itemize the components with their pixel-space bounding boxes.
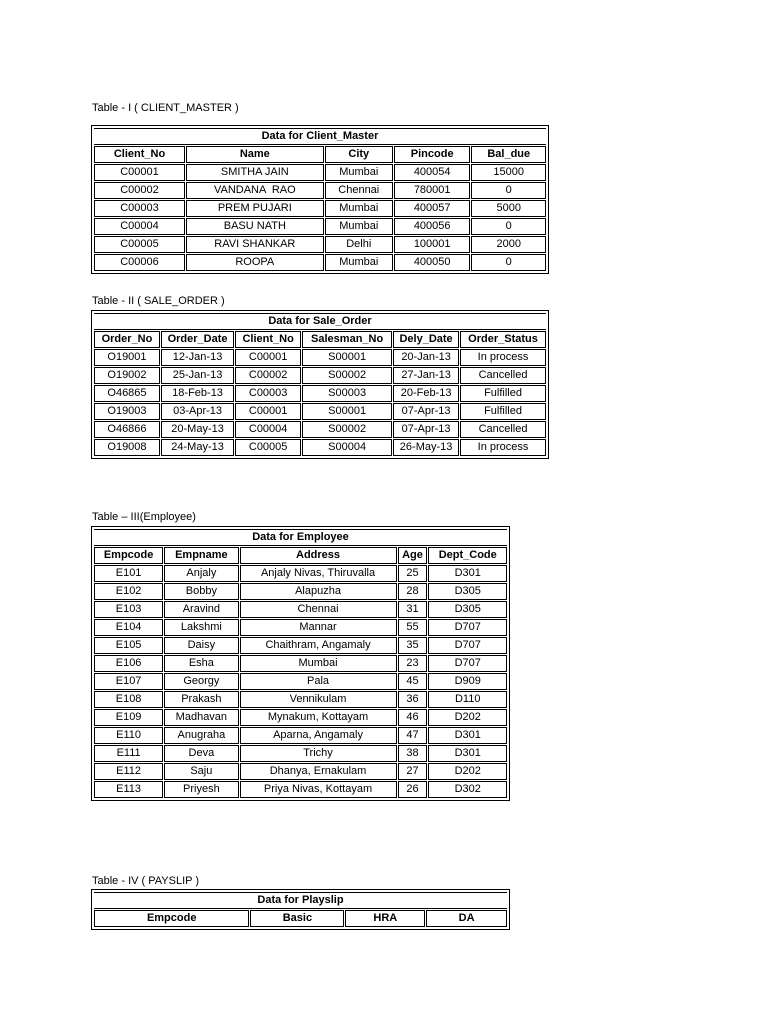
table-4-caption: Table - IV ( PAYSLIP ) (92, 875, 199, 887)
table-cell: 780001 (394, 182, 471, 199)
table-row (94, 218, 546, 235)
table-cell: 35 (398, 637, 428, 654)
table-cell: C00005 (94, 236, 185, 253)
table-cell: C00005 (235, 439, 301, 456)
table-cell: Mannar (240, 619, 397, 636)
table-cell: SMITHA JAIN (186, 164, 324, 181)
table-cell: D202 (428, 709, 507, 726)
table-cell: In process (460, 349, 546, 366)
table-cell: D707 (428, 619, 507, 636)
client-master-title: Data for Client_Master (94, 128, 546, 145)
table-row (94, 709, 507, 726)
table-cell: In process (460, 439, 546, 456)
table-row (94, 673, 507, 690)
table-cell: Daisy (164, 637, 238, 654)
table-cell: Mumbai (240, 655, 397, 672)
table-cell: Vennikulam (240, 691, 397, 708)
table-cell: S00004 (302, 439, 392, 456)
column-header: Salesman_No (302, 331, 392, 348)
table-cell: 36 (398, 691, 428, 708)
table-row (94, 565, 507, 582)
table-cell: E113 (94, 781, 163, 798)
table-row (94, 236, 546, 253)
table-row (94, 200, 546, 217)
table-row (94, 367, 546, 384)
table-row (94, 655, 507, 672)
table-row (94, 763, 507, 780)
header-row (94, 331, 546, 348)
employee-table (91, 526, 510, 801)
table-cell: 20-Jan-13 (393, 349, 459, 366)
client-master-table (91, 125, 549, 274)
table-row (94, 254, 546, 271)
table-cell: Alapuzha (240, 583, 397, 600)
table-cell: 23 (398, 655, 428, 672)
sale-order-table (91, 310, 549, 459)
table-cell: 38 (398, 745, 428, 762)
table-cell: D110 (428, 691, 507, 708)
table-row (94, 745, 507, 762)
table-cell: 03-Apr-13 (161, 403, 234, 420)
table-cell: Esha (164, 655, 238, 672)
table-cell: Madhavan (164, 709, 238, 726)
table-cell: E112 (94, 763, 163, 780)
table-cell: Chennai (325, 182, 393, 199)
table-1-caption: Table - I ( CLIENT_MASTER ) (92, 102, 239, 114)
table-cell: 07-Apr-13 (393, 403, 459, 420)
table-row (94, 403, 546, 420)
table-cell: Pala (240, 673, 397, 690)
column-header: Order_Date (161, 331, 234, 348)
table-row (94, 349, 546, 366)
table-cell: 100001 (394, 236, 471, 253)
table-cell: 27 (398, 763, 428, 780)
table-cell: C00004 (94, 218, 185, 235)
table-cell: 12-Jan-13 (161, 349, 234, 366)
table-cell: 07-Apr-13 (393, 421, 459, 438)
table-cell: O19001 (94, 349, 160, 366)
table-cell: 25-Jan-13 (161, 367, 234, 384)
table-cell: 15000 (471, 164, 546, 181)
table-cell: C00003 (235, 385, 301, 402)
table-cell: C00003 (94, 200, 185, 217)
table-cell: 400056 (394, 218, 471, 235)
table-cell: E105 (94, 637, 163, 654)
table-cell: Fulfilled (460, 385, 546, 402)
table-cell: C00006 (94, 254, 185, 271)
header-row (94, 547, 507, 564)
table-row (94, 691, 507, 708)
table-cell: Fulfilled (460, 403, 546, 420)
column-header: Empname (164, 547, 238, 564)
table-cell: 46 (398, 709, 428, 726)
table-cell: ROOPA (186, 254, 324, 271)
table-cell: C00001 (235, 349, 301, 366)
sale-order-title: Data for Sale_Order (94, 313, 546, 330)
employee-title: Data for Employee (94, 529, 507, 546)
table-3-caption: Table – III(Employee) (92, 511, 196, 523)
column-header: Age (398, 547, 428, 564)
table-cell: Georgy (164, 673, 238, 690)
table-cell: 25 (398, 565, 428, 582)
table-cell: Cancelled (460, 421, 546, 438)
table-cell: E102 (94, 583, 163, 600)
table-2-caption: Table - II ( SALE_ORDER ) (92, 295, 225, 307)
column-header: Bal_due (471, 146, 546, 163)
table-cell: E101 (94, 565, 163, 582)
table-cell: Aravind (164, 601, 238, 618)
table-row (94, 182, 546, 199)
table-cell: S00002 (302, 367, 392, 384)
table-cell: Bobby (164, 583, 238, 600)
table-cell: 0 (471, 254, 546, 271)
table-cell: 55 (398, 619, 428, 636)
table-cell: Lakshmi (164, 619, 238, 636)
table-cell: Anjaly (164, 565, 238, 582)
table-cell: O19002 (94, 367, 160, 384)
table-cell: S00001 (302, 349, 392, 366)
table-cell: Mumbai (325, 200, 393, 217)
table-cell: E111 (94, 745, 163, 762)
table-cell: Priyesh (164, 781, 238, 798)
table-cell: D301 (428, 745, 507, 762)
table-cell: C00004 (235, 421, 301, 438)
table-cell: D909 (428, 673, 507, 690)
column-header: Order_No (94, 331, 160, 348)
column-header: City (325, 146, 393, 163)
table-cell: 20-Feb-13 (393, 385, 459, 402)
column-header: Empcode (94, 910, 249, 927)
table-cell: O19003 (94, 403, 160, 420)
table-cell: Chaithram, Angamaly (240, 637, 397, 654)
table-row (94, 439, 546, 456)
table-cell: Priya Nivas, Kottayam (240, 781, 397, 798)
table-cell: 45 (398, 673, 428, 690)
table-cell: O19008 (94, 439, 160, 456)
table-cell: 400054 (394, 164, 471, 181)
table-row (94, 637, 507, 654)
table-row (94, 781, 507, 798)
column-header: Address (240, 547, 397, 564)
table-cell: 27-Jan-13 (393, 367, 459, 384)
table-row (94, 601, 507, 618)
column-header: Basic (250, 910, 344, 927)
column-header: DA (426, 910, 507, 927)
table-cell: S00001 (302, 403, 392, 420)
column-header: Name (186, 146, 324, 163)
table-cell: 0 (471, 218, 546, 235)
table-cell: 0 (471, 182, 546, 199)
table-cell: Aparna, Angamaly (240, 727, 397, 744)
table-cell: Mumbai (325, 218, 393, 235)
table-cell: E107 (94, 673, 163, 690)
table-cell: D302 (428, 781, 507, 798)
table-row (94, 727, 507, 744)
table-cell: Mumbai (325, 254, 393, 271)
table-cell: Delhi (325, 236, 393, 253)
table-cell: S00003 (302, 385, 392, 402)
table-cell: C00002 (94, 182, 185, 199)
table-row (94, 385, 546, 402)
table-cell: 31 (398, 601, 428, 618)
table-cell: Anjaly Nivas, Thiruvalla (240, 565, 397, 582)
column-header: Dept_Code (428, 547, 507, 564)
table-cell: D301 (428, 727, 507, 744)
header-row (94, 146, 546, 163)
column-header: Pincode (394, 146, 471, 163)
table-cell: D305 (428, 601, 507, 618)
table-cell: O46865 (94, 385, 160, 402)
table-cell: Deva (164, 745, 238, 762)
table-cell: C00001 (235, 403, 301, 420)
table-cell: Chennai (240, 601, 397, 618)
column-header: HRA (345, 910, 425, 927)
column-header: Order_Status (460, 331, 546, 348)
table-cell: E109 (94, 709, 163, 726)
column-header: Empcode (94, 547, 163, 564)
table-cell: 400050 (394, 254, 471, 271)
table-cell: E103 (94, 601, 163, 618)
table-cell: 2000 (471, 236, 546, 253)
table-cell: Saju (164, 763, 238, 780)
table-cell: E106 (94, 655, 163, 672)
table-cell: 26 (398, 781, 428, 798)
payslip-table (91, 889, 510, 930)
table-cell: 5000 (471, 200, 546, 217)
table-cell: 20-May-13 (161, 421, 234, 438)
table-cell: Mumbai (325, 164, 393, 181)
table-cell: 28 (398, 583, 428, 600)
table-cell: E104 (94, 619, 163, 636)
table-cell: 400057 (394, 200, 471, 217)
table-cell: S00002 (302, 421, 392, 438)
table-cell: D707 (428, 655, 507, 672)
column-header: Dely_Date (393, 331, 459, 348)
header-row (94, 910, 507, 927)
column-header: Client_No (235, 331, 301, 348)
table-cell: D202 (428, 763, 507, 780)
table-row (94, 421, 546, 438)
table-row (94, 164, 546, 181)
table-cell: Mynakum, Kottayam (240, 709, 397, 726)
table-cell: D707 (428, 637, 507, 654)
table-cell: O46866 (94, 421, 160, 438)
column-header: Client_No (94, 146, 185, 163)
table-cell: C00002 (235, 367, 301, 384)
table-cell: E108 (94, 691, 163, 708)
table-cell: 18-Feb-13 (161, 385, 234, 402)
table-row (94, 583, 507, 600)
table-cell: E110 (94, 727, 163, 744)
table-row (94, 619, 507, 636)
table-cell: Trichy (240, 745, 397, 762)
table-cell: 26-May-13 (393, 439, 459, 456)
table-cell: Prakash (164, 691, 238, 708)
table-cell: Anugraha (164, 727, 238, 744)
table-cell: Cancelled (460, 367, 546, 384)
table-cell: RAVI SHANKAR (186, 236, 324, 253)
table-cell: BASU NATH (186, 218, 324, 235)
table-cell: 47 (398, 727, 428, 744)
payslip-title: Data for Playslip (94, 892, 507, 909)
table-cell: Dhanya, Ernakulam (240, 763, 397, 780)
table-cell: D305 (428, 583, 507, 600)
table-cell: 24-May-13 (161, 439, 234, 456)
table-cell: C00001 (94, 164, 185, 181)
table-cell: VANDANA RAO (186, 182, 324, 199)
table-cell: D301 (428, 565, 507, 582)
table-cell: PREM PUJARI (186, 200, 324, 217)
